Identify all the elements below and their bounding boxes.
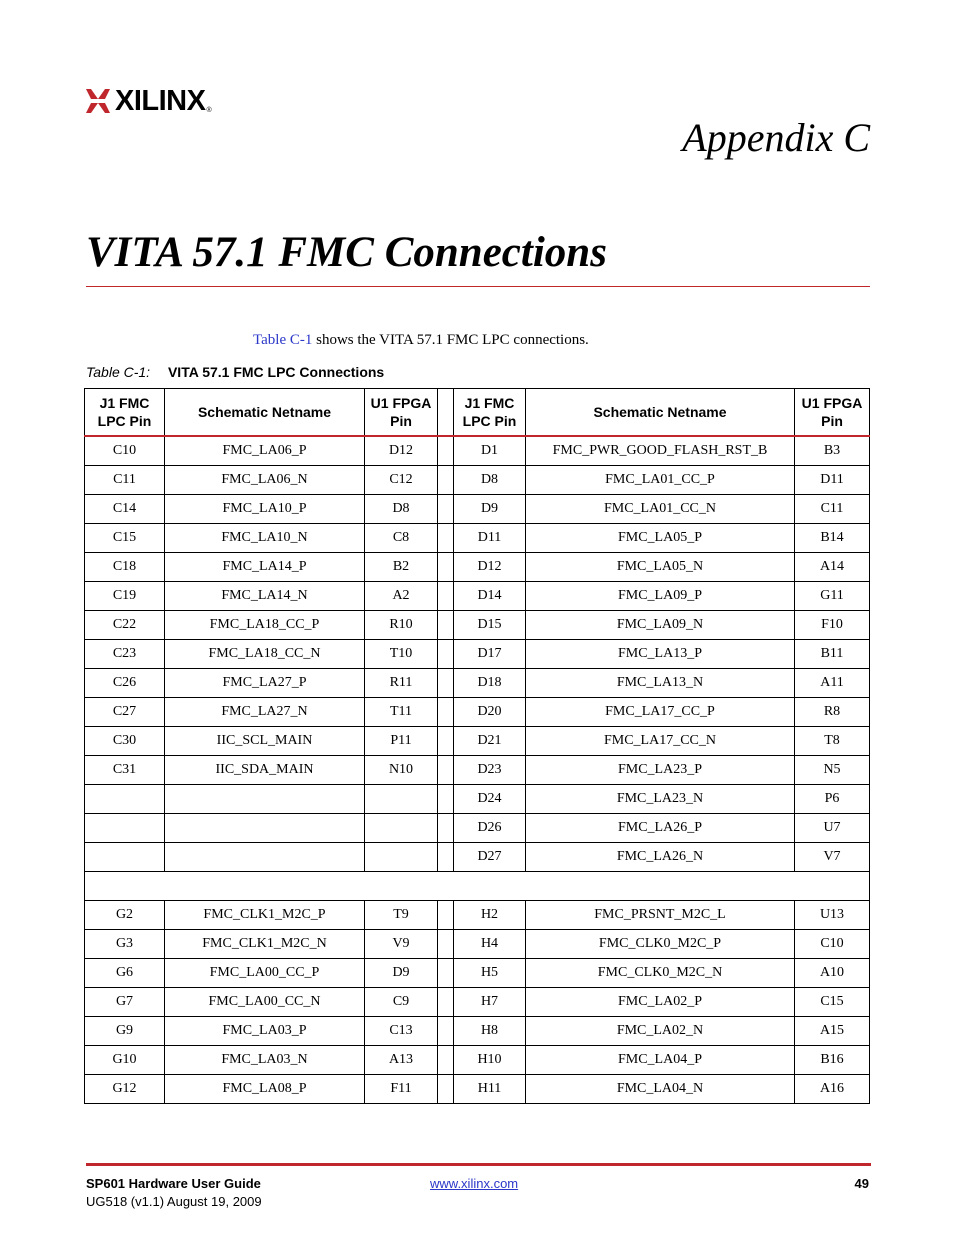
table-cell: A11 — [795, 669, 870, 698]
gap-cell — [438, 495, 454, 524]
table-cell — [165, 814, 365, 843]
table-cell — [365, 814, 438, 843]
table-cell — [365, 843, 438, 872]
table-cell: T10 — [365, 640, 438, 669]
gap-cell — [438, 436, 454, 466]
table-cell: H10 — [454, 1046, 526, 1075]
gap-cell — [438, 1046, 454, 1075]
table-cell: FMC_LA08_P — [165, 1075, 365, 1104]
table-cell: FMC_LA03_P — [165, 1017, 365, 1046]
gap-cell — [438, 669, 454, 698]
table-cell: D27 — [454, 843, 526, 872]
gap-cell — [438, 553, 454, 582]
table-cell: FMC_LA14_P — [165, 553, 365, 582]
table-cell: C8 — [365, 524, 438, 553]
table-cell: FMC_LA03_N — [165, 1046, 365, 1075]
table-cell: FMC_LA23_N — [526, 785, 795, 814]
table-cell: R11 — [365, 669, 438, 698]
table-cell: F10 — [795, 611, 870, 640]
gap-cell — [438, 988, 454, 1017]
table-cell: D11 — [795, 466, 870, 495]
footer-guide-title: SP601 Hardware User Guide — [86, 1176, 261, 1191]
table-cell: FMC_LA06_P — [165, 436, 365, 466]
table-cell: V7 — [795, 843, 870, 872]
gap-cell — [438, 843, 454, 872]
table-cell: FMC_LA02_N — [526, 1017, 795, 1046]
table-cell: FMC_LA17_CC_N — [526, 727, 795, 756]
table-cell: FMC_LA09_N — [526, 611, 795, 640]
table-cell: D12 — [454, 553, 526, 582]
table-cell: H5 — [454, 959, 526, 988]
table-cell: T9 — [365, 901, 438, 930]
table-cell: FMC_LA06_N — [165, 466, 365, 495]
table-cell: N5 — [795, 756, 870, 785]
table-cell: FMC_CLK0_M2C_N — [526, 959, 795, 988]
table-row — [85, 495, 870, 524]
table-cell: C15 — [795, 988, 870, 1017]
table-row — [85, 959, 870, 988]
logo-wordmark: XILINX — [115, 84, 206, 117]
table-cell: G2 — [85, 901, 165, 930]
footer-divider — [86, 1163, 871, 1166]
table-row — [85, 669, 870, 698]
table-cell: G3 — [85, 930, 165, 959]
table-cell: P6 — [795, 785, 870, 814]
table-cell: P11 — [365, 727, 438, 756]
table-cell: D14 — [454, 582, 526, 611]
table-row — [85, 611, 870, 640]
gap-cell — [438, 466, 454, 495]
table-cell: FMC_LA27_P — [165, 669, 365, 698]
table-cell: FMC_PWR_GOOD_FLASH_RST_B — [526, 436, 795, 466]
table-cell: H8 — [454, 1017, 526, 1046]
table-cell: G7 — [85, 988, 165, 1017]
table-cell: C11 — [85, 466, 165, 495]
table-cell: D18 — [454, 669, 526, 698]
table-cell: FMC_LA26_P — [526, 814, 795, 843]
intro-paragraph — [253, 332, 589, 349]
table-cell: FMC_CLK0_M2C_P — [526, 930, 795, 959]
spacer-cell — [85, 872, 870, 901]
table-cell: C10 — [795, 930, 870, 959]
table-cell: C30 — [85, 727, 165, 756]
table-cell: C12 — [365, 466, 438, 495]
table-cell: FMC_LA02_P — [526, 988, 795, 1017]
table-cell: C13 — [365, 1017, 438, 1046]
table-cell: A16 — [795, 1075, 870, 1104]
table-cell: D12 — [365, 436, 438, 466]
intro-text: shows the VITA 57.1 FMC LPC connections. — [312, 332, 589, 348]
xilinx-logo — [86, 84, 212, 118]
table-row — [85, 843, 870, 872]
table-cell: C15 — [85, 524, 165, 553]
table-row — [85, 930, 870, 959]
table-cell: B14 — [795, 524, 870, 553]
table-cell: B11 — [795, 640, 870, 669]
table-cell: D8 — [365, 495, 438, 524]
footer-website-link[interactable]: www.xilinx.com — [430, 1176, 519, 1191]
gap-cell — [438, 582, 454, 611]
table-body — [85, 436, 870, 1104]
table-cell: A14 — [795, 553, 870, 582]
table-row — [85, 466, 870, 495]
gap-cell — [438, 814, 454, 843]
header-cell: Schematic Netname — [165, 389, 365, 437]
fmc-connections-table — [84, 388, 870, 1104]
table-cell — [85, 814, 165, 843]
table-cell — [165, 843, 365, 872]
table-cell: C23 — [85, 640, 165, 669]
gap-cell — [438, 640, 454, 669]
table-cell: R8 — [795, 698, 870, 727]
table-cell: FMC_LA00_CC_N — [165, 988, 365, 1017]
table-cell: FMC_LA10_P — [165, 495, 365, 524]
table-cell: FMC_LA27_N — [165, 698, 365, 727]
table-cell: A2 — [365, 582, 438, 611]
table-cell: FMC_LA13_N — [526, 669, 795, 698]
table-spacer-row — [85, 872, 870, 901]
table-cell: IIC_SCL_MAIN — [165, 727, 365, 756]
gap-cell — [438, 727, 454, 756]
table-cell: FMC_LA18_CC_N — [165, 640, 365, 669]
table-cell: V9 — [365, 930, 438, 959]
table-cell: D15 — [454, 611, 526, 640]
table-cell: D9 — [365, 959, 438, 988]
table-cell: C19 — [85, 582, 165, 611]
gap-cell — [438, 1075, 454, 1104]
table-cell: D17 — [454, 640, 526, 669]
table-cell: D23 — [454, 756, 526, 785]
table-row — [85, 553, 870, 582]
page-title: VITA 57.1 FMC Connections — [86, 229, 607, 276]
table-cell: G12 — [85, 1075, 165, 1104]
table-cell: IIC_SDA_MAIN — [165, 756, 365, 785]
table-cell: D21 — [454, 727, 526, 756]
table-cell: D20 — [454, 698, 526, 727]
table-cell: C22 — [85, 611, 165, 640]
table-row — [85, 582, 870, 611]
xilinx-x-icon — [86, 87, 110, 115]
table-cell: R10 — [365, 611, 438, 640]
table-cell: G9 — [85, 1017, 165, 1046]
table-row — [85, 727, 870, 756]
table-cell: FMC_LA23_P — [526, 756, 795, 785]
table-cell: C10 — [85, 436, 165, 466]
table-cell: FMC_LA05_N — [526, 553, 795, 582]
table-header-row — [85, 389, 870, 437]
table-cell: FMC_LA04_N — [526, 1075, 795, 1104]
table-cell: A10 — [795, 959, 870, 988]
gap-cell — [438, 959, 454, 988]
table-cell: F11 — [365, 1075, 438, 1104]
table-row — [85, 524, 870, 553]
table-cell: FMC_LA00_CC_P — [165, 959, 365, 988]
table-row — [85, 436, 870, 466]
table-row — [85, 1075, 870, 1104]
table-cell: FMC_LA10_N — [165, 524, 365, 553]
logo-registered-mark: ® — [206, 107, 212, 114]
table-row — [85, 785, 870, 814]
page-number: 49 — [854, 1176, 869, 1191]
table-cell — [85, 843, 165, 872]
table-row — [85, 640, 870, 669]
table-cell: D11 — [454, 524, 526, 553]
table-cell: H4 — [454, 930, 526, 959]
header-cell: U1 FPGA Pin — [795, 389, 870, 437]
table-cell: H7 — [454, 988, 526, 1017]
table-cell: FMC_CLK1_M2C_N — [165, 930, 365, 959]
table-caption — [86, 364, 384, 380]
table-cell: D9 — [454, 495, 526, 524]
table-cell: FMC_CLK1_M2C_P — [165, 901, 365, 930]
header-cell: J1 FMC LPC Pin — [454, 389, 526, 437]
table-row — [85, 814, 870, 843]
table-cell: C31 — [85, 756, 165, 785]
table-cell: FMC_LA09_P — [526, 582, 795, 611]
gap-cell — [438, 930, 454, 959]
appendix-heading: Appendix C — [682, 115, 870, 160]
table-reference-link[interactable]: Table C-1 — [253, 332, 313, 348]
table-cell: C14 — [85, 495, 165, 524]
gap-cell — [438, 1017, 454, 1046]
header-gap-cell — [438, 389, 454, 437]
table-cell: D26 — [454, 814, 526, 843]
table-cell: T8 — [795, 727, 870, 756]
caption-title: VITA 57.1 FMC LPC Connections — [167, 364, 385, 380]
table-cell: U13 — [795, 901, 870, 930]
gap-cell — [438, 756, 454, 785]
table-cell: U7 — [795, 814, 870, 843]
table-cell: G11 — [795, 582, 870, 611]
table-cell: FMC_LA04_P — [526, 1046, 795, 1075]
table-row — [85, 1017, 870, 1046]
table-cell: D8 — [454, 466, 526, 495]
table-cell — [165, 785, 365, 814]
table-cell: C11 — [795, 495, 870, 524]
table-cell: FMC_LA17_CC_P — [526, 698, 795, 727]
table-row — [85, 1046, 870, 1075]
table-cell: FMC_LA01_CC_P — [526, 466, 795, 495]
footer-doc-id: UG518 (v1.1) August 19, 2009 — [86, 1194, 262, 1209]
table-row — [85, 756, 870, 785]
table-row — [85, 698, 870, 727]
table-cell: FMC_LA13_P — [526, 640, 795, 669]
caption-label: Table C-1: — [86, 364, 151, 380]
gap-cell — [438, 524, 454, 553]
table-cell — [365, 785, 438, 814]
table-cell: FMC_LA18_CC_P — [165, 611, 365, 640]
table-cell: T11 — [365, 698, 438, 727]
table-cell: C26 — [85, 669, 165, 698]
table-cell: C18 — [85, 553, 165, 582]
header-cell: J1 FMC LPC Pin — [85, 389, 165, 437]
table-row — [85, 901, 870, 930]
table-cell — [85, 785, 165, 814]
table-cell: G10 — [85, 1046, 165, 1075]
table-cell: B16 — [795, 1046, 870, 1075]
title-divider — [86, 286, 870, 287]
table-cell: B3 — [795, 436, 870, 466]
table-cell: D24 — [454, 785, 526, 814]
gap-cell — [438, 611, 454, 640]
table-row — [85, 988, 870, 1017]
table-cell: FMC_LA05_P — [526, 524, 795, 553]
header-cell: U1 FPGA Pin — [365, 389, 438, 437]
table-cell: A15 — [795, 1017, 870, 1046]
table-cell: FMC_LA26_N — [526, 843, 795, 872]
table-cell: D1 — [454, 436, 526, 466]
table-cell: H2 — [454, 901, 526, 930]
table-cell: H11 — [454, 1075, 526, 1104]
gap-cell — [438, 901, 454, 930]
table-cell: N10 — [365, 756, 438, 785]
header-cell: Schematic Netname — [526, 389, 795, 437]
table-cell: B2 — [365, 553, 438, 582]
table-cell: FMC_LA14_N — [165, 582, 365, 611]
table-cell: G6 — [85, 959, 165, 988]
table-cell: A13 — [365, 1046, 438, 1075]
table-cell: FMC_PRSNT_M2C_L — [526, 901, 795, 930]
table-cell: FMC_LA01_CC_N — [526, 495, 795, 524]
gap-cell — [438, 698, 454, 727]
table-cell: C27 — [85, 698, 165, 727]
table-cell: C9 — [365, 988, 438, 1017]
gap-cell — [438, 785, 454, 814]
